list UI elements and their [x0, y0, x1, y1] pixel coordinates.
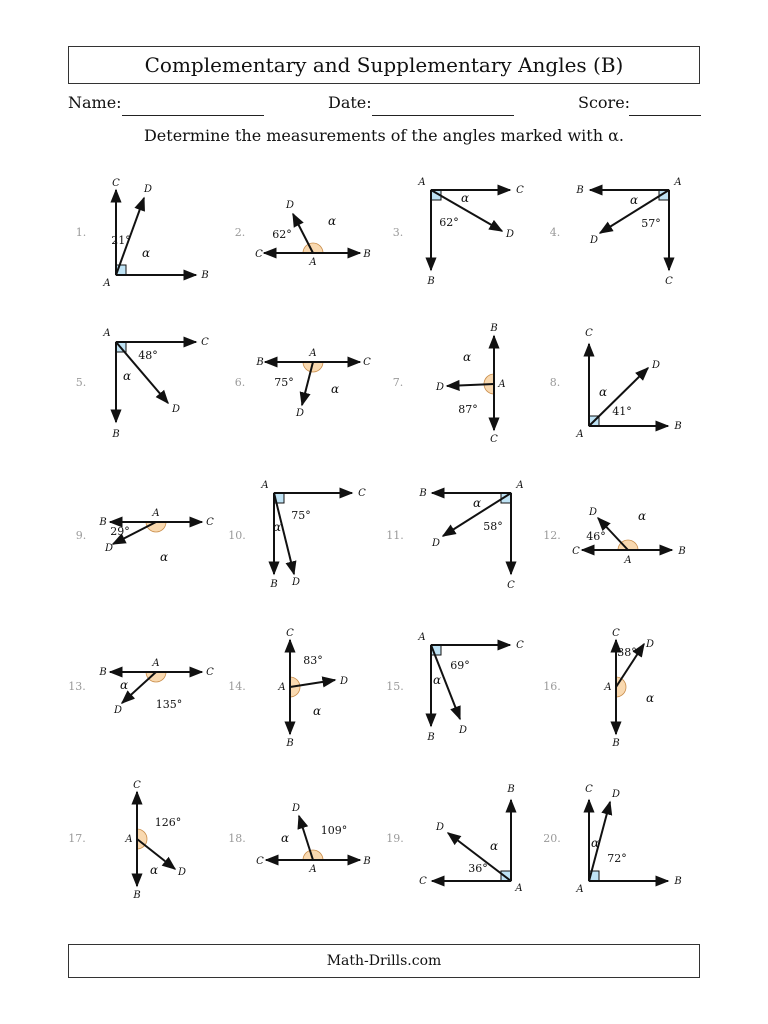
problem — [228, 480, 366, 590]
point-d: D — [645, 639, 655, 650]
problem-number: 18. — [228, 832, 246, 845]
name-label: Name: — [68, 93, 122, 112]
given-angle: 75° — [291, 509, 311, 522]
given-angle: 41° — [612, 405, 632, 418]
point-d: D — [435, 382, 445, 393]
problem — [76, 328, 209, 440]
point-a: A — [624, 555, 632, 566]
point-d: D — [285, 200, 295, 211]
point-d: D — [171, 404, 181, 415]
point-a: A — [576, 429, 584, 440]
point-d: D — [651, 360, 661, 371]
point-a: A — [278, 682, 286, 693]
problem-number: 9. — [75, 529, 87, 542]
alpha-label: α — [489, 839, 499, 853]
point-a: A — [516, 480, 524, 491]
point-a: A — [498, 379, 506, 390]
point-d: D — [104, 543, 114, 554]
problem — [68, 780, 186, 901]
given-angle: 87° — [458, 403, 478, 416]
problem — [386, 480, 523, 591]
problem — [235, 200, 371, 268]
point-b: B — [427, 732, 435, 743]
date-label: Date: — [328, 93, 372, 112]
point-d: D — [295, 408, 305, 419]
problem — [68, 658, 214, 716]
point-c: C — [516, 185, 524, 196]
point-c: C — [585, 328, 593, 339]
point-d: D — [177, 867, 187, 878]
alpha-label: α — [590, 836, 600, 850]
point-d: D — [113, 705, 123, 716]
problem-number: 11. — [386, 529, 404, 542]
point-a: A — [103, 278, 111, 289]
point-c: C — [286, 628, 294, 639]
point-a: A — [125, 834, 133, 845]
problem-number: 16. — [543, 680, 561, 693]
problem — [228, 628, 348, 749]
alpha-label: α — [327, 214, 337, 228]
problem-number: 19. — [386, 832, 404, 845]
point-c: C — [419, 876, 427, 887]
problem-number: 3. — [392, 226, 404, 239]
point-b: B — [612, 738, 620, 749]
alpha-label: α — [159, 550, 169, 564]
problem — [543, 628, 654, 749]
alpha-label: α — [460, 191, 470, 205]
point-b: B — [419, 488, 427, 499]
point-a: A — [576, 884, 584, 895]
given-angle: 135° — [155, 698, 183, 711]
point-d: D — [435, 822, 445, 833]
problem-number: 17. — [68, 832, 86, 845]
given-angle: 83° — [303, 654, 323, 667]
point-c: C — [358, 488, 366, 499]
problem — [543, 507, 685, 566]
problem — [550, 328, 682, 440]
point-d: D — [458, 725, 468, 736]
problem — [228, 803, 370, 875]
point-c: C — [490, 434, 498, 445]
point-b: B — [286, 738, 294, 749]
point-c: C — [572, 546, 580, 557]
point-d: D — [588, 507, 598, 518]
alpha-label: α — [149, 863, 159, 877]
alpha-label: α — [637, 509, 647, 523]
problem-number: 2. — [234, 226, 246, 239]
given-angle: 21° — [111, 234, 131, 247]
given-angle: 126° — [154, 816, 182, 829]
given-angle: 72° — [607, 852, 627, 865]
point-b: B — [507, 784, 515, 795]
point-b: B — [201, 270, 209, 281]
point-d: D — [431, 538, 441, 549]
point-c: C — [112, 178, 120, 189]
alpha-label: α — [280, 831, 290, 845]
point-b: B — [363, 856, 371, 867]
ray-d — [293, 214, 313, 253]
straight-angle-marker — [146, 672, 166, 682]
given-angle: 62° — [439, 216, 459, 229]
point-b: B — [133, 890, 141, 901]
problem-number: 12. — [543, 529, 561, 542]
point-d: D — [143, 184, 153, 195]
point-a: A — [261, 480, 269, 491]
given-angle: 109° — [320, 824, 348, 837]
point-a: A — [103, 328, 111, 339]
point-a: A — [309, 257, 317, 268]
given-angle: 57° — [641, 217, 661, 230]
point-b: B — [427, 276, 435, 287]
footer: Math-Drills.com — [68, 944, 700, 978]
point-b: B — [576, 185, 584, 196]
point-c: C — [206, 667, 214, 678]
problem-number: 1. — [75, 226, 87, 239]
problem — [393, 177, 524, 287]
problem — [386, 632, 524, 743]
problem-number: 15. — [386, 680, 404, 693]
point-c: C — [516, 640, 524, 651]
instructions: Determine the measurements of the angles marked with α. — [143, 126, 625, 145]
problem — [235, 348, 371, 419]
straight-angle-marker — [146, 522, 166, 532]
alpha-label: α — [462, 350, 472, 364]
point-c: C — [133, 780, 141, 791]
point-a: A — [604, 682, 612, 693]
problem — [76, 508, 214, 564]
problem — [550, 177, 682, 287]
point-b: B — [490, 323, 498, 334]
given-angle: 46° — [586, 530, 606, 543]
given-angle: 69° — [450, 659, 470, 672]
score-label: Score: — [578, 93, 631, 112]
point-b: B — [99, 667, 107, 678]
given-angle: 48° — [138, 349, 158, 362]
point-a: A — [309, 348, 317, 359]
problem-number: 14. — [228, 680, 246, 693]
point-c: C — [507, 580, 515, 591]
point-a: A — [674, 177, 682, 188]
point-b: B — [363, 249, 371, 260]
problem-number: 6. — [234, 376, 246, 389]
point-a: A — [309, 864, 317, 875]
alpha-label: α — [645, 691, 655, 705]
problem-number: 4. — [549, 226, 561, 239]
point-c: C — [665, 276, 673, 287]
given-angle: 36° — [468, 862, 488, 875]
point-a: A — [418, 177, 426, 188]
problem — [543, 784, 681, 895]
alpha-label: α — [432, 673, 442, 687]
alpha-label: α — [122, 369, 132, 383]
point-c: C — [201, 337, 209, 348]
alpha-label: α — [141, 246, 151, 260]
point-c: C — [363, 357, 371, 368]
point-c: C — [206, 517, 214, 528]
problem-number: 20. — [543, 832, 561, 845]
given-angle: 38° — [617, 646, 637, 659]
alpha-label: α — [330, 382, 340, 396]
given-angle: 62° — [272, 228, 292, 241]
point-d: D — [291, 577, 301, 588]
point-b: B — [99, 517, 107, 528]
given-angle: 58° — [483, 520, 503, 533]
problem — [76, 178, 209, 289]
point-b: B — [112, 429, 120, 440]
alpha-label: α — [272, 520, 282, 534]
point-c: C — [585, 784, 593, 795]
given-angle: 75° — [274, 376, 294, 389]
point-a: A — [515, 883, 523, 894]
point-d: D — [611, 789, 621, 800]
point-d: D — [291, 803, 301, 814]
alpha-label: α — [598, 385, 608, 399]
given-angle: 29° — [110, 525, 130, 538]
problem-number: 13. — [68, 680, 86, 693]
problem-number: 8. — [549, 376, 561, 389]
alpha-label: α — [629, 193, 639, 207]
problem — [386, 784, 522, 894]
alpha-label: α — [312, 704, 322, 718]
point-c: C — [256, 856, 264, 867]
point-b: B — [674, 876, 682, 887]
problem-number: 7. — [392, 376, 404, 389]
point-a: A — [418, 632, 426, 643]
worksheet-title: Complementary and Supplementary Angles (B) — [68, 46, 700, 84]
point-c: C — [612, 628, 620, 639]
problem — [393, 323, 506, 445]
point-c: C — [255, 249, 263, 260]
point-a: A — [152, 508, 160, 519]
point-a: A — [152, 658, 160, 669]
alpha-label: α — [119, 678, 129, 692]
point-d: D — [339, 676, 349, 687]
point-b: B — [270, 579, 278, 590]
point-d: D — [589, 235, 599, 246]
problem-number: 10. — [228, 529, 246, 542]
point-b: B — [678, 546, 686, 557]
point-b: B — [256, 357, 264, 368]
point-d: D — [505, 229, 515, 240]
problem-number: 5. — [75, 376, 87, 389]
point-b: B — [674, 421, 682, 432]
alpha-label: α — [472, 496, 482, 510]
